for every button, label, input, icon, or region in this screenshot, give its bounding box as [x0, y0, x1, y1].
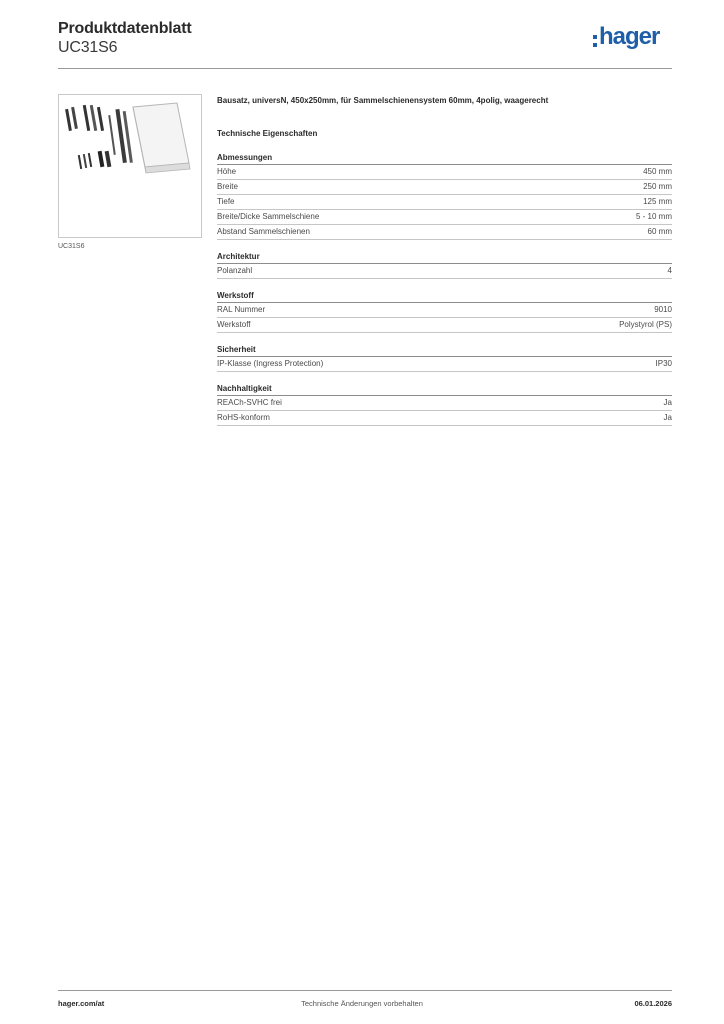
- spec-group: [217, 345, 672, 372]
- spec-group: [217, 252, 672, 279]
- document-title: Produktdatenblatt: [58, 20, 192, 37]
- spec-label: Breite/Dicke Sammelschiene: [217, 212, 320, 221]
- spec-value: 4: [667, 266, 672, 275]
- spec-content: [217, 96, 672, 438]
- product-code: UC31S6: [58, 39, 118, 56]
- product-description: Bausatz, universN, 450x250mm, für Sammelschienensystem 60mm, 4polig, waagerecht: [217, 96, 549, 105]
- spec-value: IP30: [655, 359, 672, 368]
- product-image: [58, 94, 202, 238]
- spec-label: REACh-SVHC frei: [217, 398, 282, 407]
- spec-group: [217, 384, 672, 426]
- spec-label: IP-Klasse (Ingress Protection): [217, 359, 324, 368]
- spec-label: Höhe: [217, 167, 237, 176]
- spec-row: [217, 303, 672, 318]
- spec-group-title: Nachhaltigkeit: [217, 384, 672, 396]
- spec-groups: [217, 153, 672, 426]
- footer-divider: [58, 990, 672, 991]
- specs-heading: Technische Eigenschaften: [217, 129, 318, 138]
- spec-row: [217, 165, 672, 180]
- spec-label: RAL Nummer: [217, 305, 266, 314]
- spec-label: Tiefe: [217, 197, 235, 206]
- spec-value: Ja: [663, 413, 672, 422]
- busbar-kit-illustration: [59, 95, 201, 237]
- spec-value: Polystyrol (PS): [619, 320, 672, 329]
- spec-label: Breite: [217, 182, 238, 191]
- spec-value: 125 mm: [643, 197, 672, 206]
- spec-group: [217, 291, 672, 333]
- image-caption: UC31S6: [58, 243, 85, 250]
- spec-label: Werkstoff: [217, 320, 251, 329]
- spec-group-title: Sicherheit: [217, 345, 672, 357]
- spec-row: [217, 210, 672, 225]
- spec-row: [217, 264, 672, 279]
- spec-row: [217, 225, 672, 240]
- spec-group-title: Architektur: [217, 252, 672, 264]
- footer-date: 06.01.2026: [634, 999, 672, 1008]
- spec-value: 250 mm: [643, 182, 672, 191]
- footer-disclaimer: Technische Änderungen vorbehalten: [301, 999, 423, 1008]
- spec-label: Polanzahl: [217, 266, 253, 275]
- spec-row: [217, 195, 672, 210]
- spec-value: 60 mm: [647, 227, 672, 236]
- spec-label: Abstand Sammelschienen: [217, 227, 310, 236]
- spec-value: 5 - 10 mm: [635, 212, 672, 221]
- spec-row: [217, 357, 672, 372]
- spec-group-title: Abmessungen: [217, 153, 672, 165]
- spec-row: [217, 318, 672, 333]
- header-divider: [58, 68, 672, 69]
- spec-value: Ja: [663, 398, 672, 407]
- spec-row: [217, 396, 672, 411]
- footer-website: hager.com/at: [58, 999, 105, 1008]
- spec-row: [217, 411, 672, 426]
- spec-group: [217, 153, 672, 240]
- spec-group-title: Werkstoff: [217, 291, 672, 303]
- spec-row: [217, 180, 672, 195]
- spec-label: RoHS-konform: [217, 413, 270, 422]
- spec-value: 9010: [654, 305, 672, 314]
- logo-wordmark: hager: [599, 23, 660, 50]
- logo-dots-icon: [593, 35, 597, 51]
- spec-value: 450 mm: [643, 167, 672, 176]
